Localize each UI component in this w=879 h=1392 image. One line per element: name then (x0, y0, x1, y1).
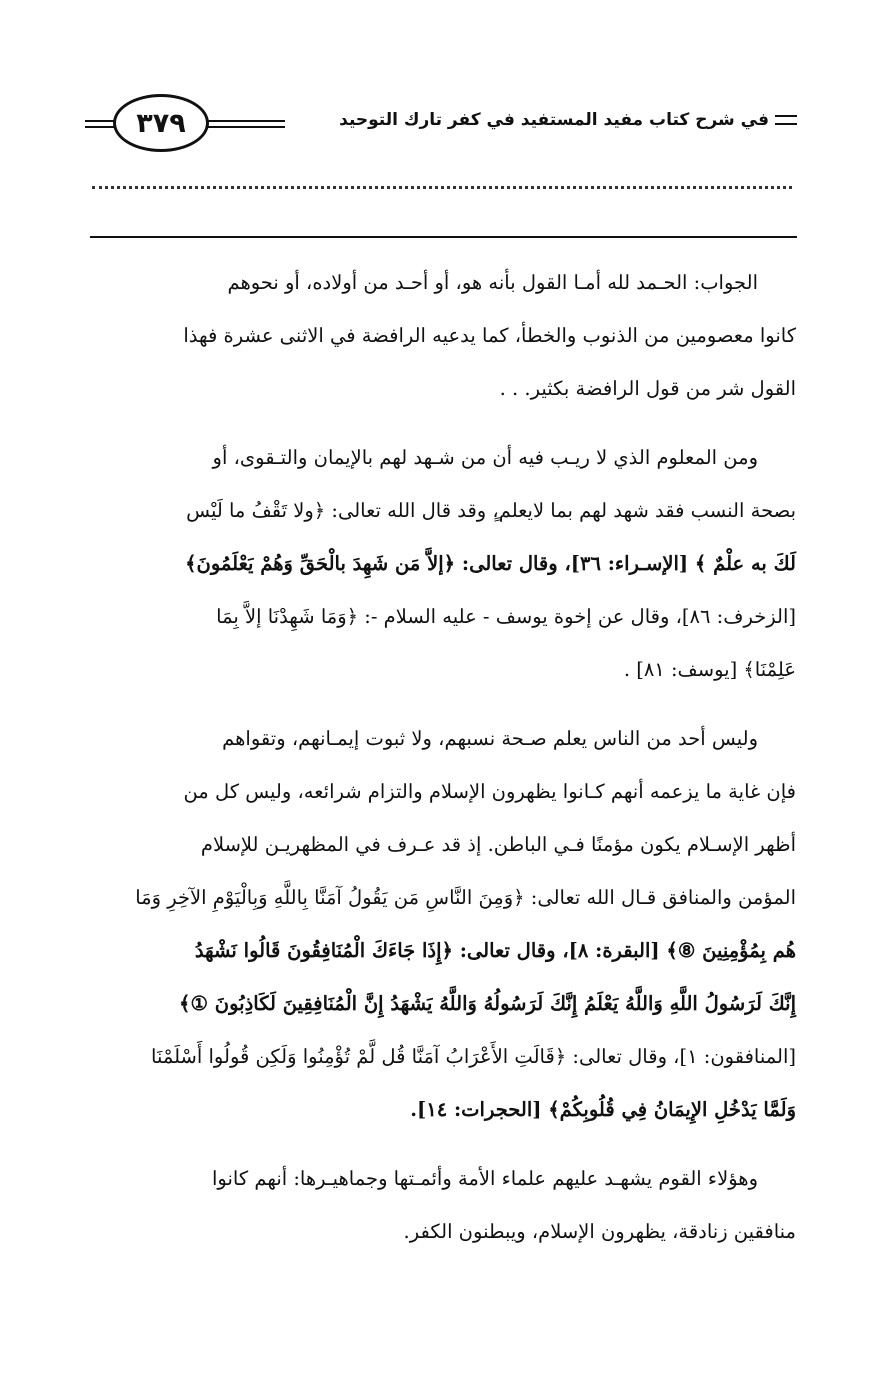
header-rule (205, 120, 285, 122)
page-number: ٣٧٩ (113, 94, 209, 152)
running-title (339, 110, 797, 130)
paragraph (90, 1152, 796, 1258)
text-line: فإن غاية ما يزعمه أنهم كـانوا يظهرون الإسلام والتزام شرائعه، وليس كل من (183, 780, 796, 803)
text-line: لَكَ به علْمٌ ﴾ [الإسـراء: ٣٦]، وقال تعالى: ﴿إلاَّ مَن شَهِدَ بالْحَقِّ وَهُمْ يَعْلَمُونَ﴾ (185, 552, 796, 575)
text-line: [المنافقون: ١]، وقال تعالى: ﴿قَالَتِ الأَعْرَابُ آمَنَّا قُل لَّمْ تُؤْمِنُوا وَلَكِن قُولُوا أَسْلَمْنَا (151, 1045, 796, 1068)
text-line: أظهر الإسـلام يكون مؤمنًا فـي الباطن. إذ قد عـرف في المظهريـن للإسلام (200, 833, 796, 856)
text-line: إِنَّكَ لَرَسُولُ اللَّهِ وَاللَّهُ يَعْلَمُ إِنَّكَ لَرَسُولُهُ وَاللَّهُ يَشْهَدُ إِنَّ الْمُنَافِقِينَ لَكَاذِبُونَ ①﴾ (179, 992, 796, 1015)
solid-separator (90, 236, 797, 238)
paragraph (90, 712, 796, 1136)
text-line: عَلِمْنَا﴾ [يوسف: ٨١] . (623, 658, 796, 681)
text-line: وليس أحد من الناس يعلم صـحة نسبهم، ولا ثبوت إيمـانهم، وتقواهم (222, 727, 758, 750)
text-line: المؤمن والمنافق قـال الله تعالى: ﴿وَمِنَ النَّاسِ مَن يَقُولُ آمَنَّا بِاللَّهِ وَبِالْيَوْمِ الآخِرِ وَمَا (135, 886, 796, 909)
main-text (90, 256, 796, 1258)
text-line: كانوا معصومين من الذنوب والخطأ، كما يدعيه الرافضة في الاثنى عشرة فهذا (183, 324, 796, 347)
header-rule (85, 126, 117, 128)
text-line: [الزخرف: ٨٦]، وقال عن إخوة يوسف - عليه السلام -: ﴿وَمَا شَهِدْنَا إلاَّ بِمَا (216, 605, 796, 628)
running-title-text: في شرح كتاب مفيد المستفيد في كفر تارك التوحيد (339, 110, 769, 130)
paragraph (90, 431, 796, 696)
paragraph (90, 256, 796, 415)
text-line: ومن المعلوم الذي لا ريـب فيه أن من شـهد لهم بالإيمان والتـقوى، أو (212, 446, 758, 469)
text-line: الجواب: الحـمد لله أمـا القول بأنه هو، أو أحـد من أولاده، أو نحوهم (227, 271, 758, 294)
text-line: وهؤلاء القوم يشهـد عليهم علماء الأمة وأئمـتها وجماهيـرها: أنهم كانوا (212, 1167, 758, 1190)
header-rule (205, 126, 285, 128)
text-line: القول شر من قول الرافضة بكثير. . . (499, 377, 796, 400)
text-line: هُم بِمُؤْمِنِينَ ⑧﴾ [البقرة: ٨]، وقال تعالى: ﴿إِذَا جَاءَكَ الْمُنَافِقُونَ قَالُوا نَشْهَدُ (194, 939, 796, 962)
text-line: وَلَمَّا يَدْخُلِ الإِيمَانُ فِي قُلُوبِكُمْ﴾ [الحجرات: ١٤]. (410, 1098, 796, 1121)
text-line: منافقين زنادقة، يظهرون الإسلام، ويبطنون الكفر. (403, 1220, 796, 1243)
dotted-separator (92, 186, 792, 189)
page-header (85, 90, 797, 165)
text-line: بصحة النسب فقد شهد لهم بما لايعلم،ٍ وقد قال الله تعالى: ﴿ولا تَقْفُ ما لَيْس (186, 499, 796, 522)
title-double-rule (775, 115, 797, 125)
